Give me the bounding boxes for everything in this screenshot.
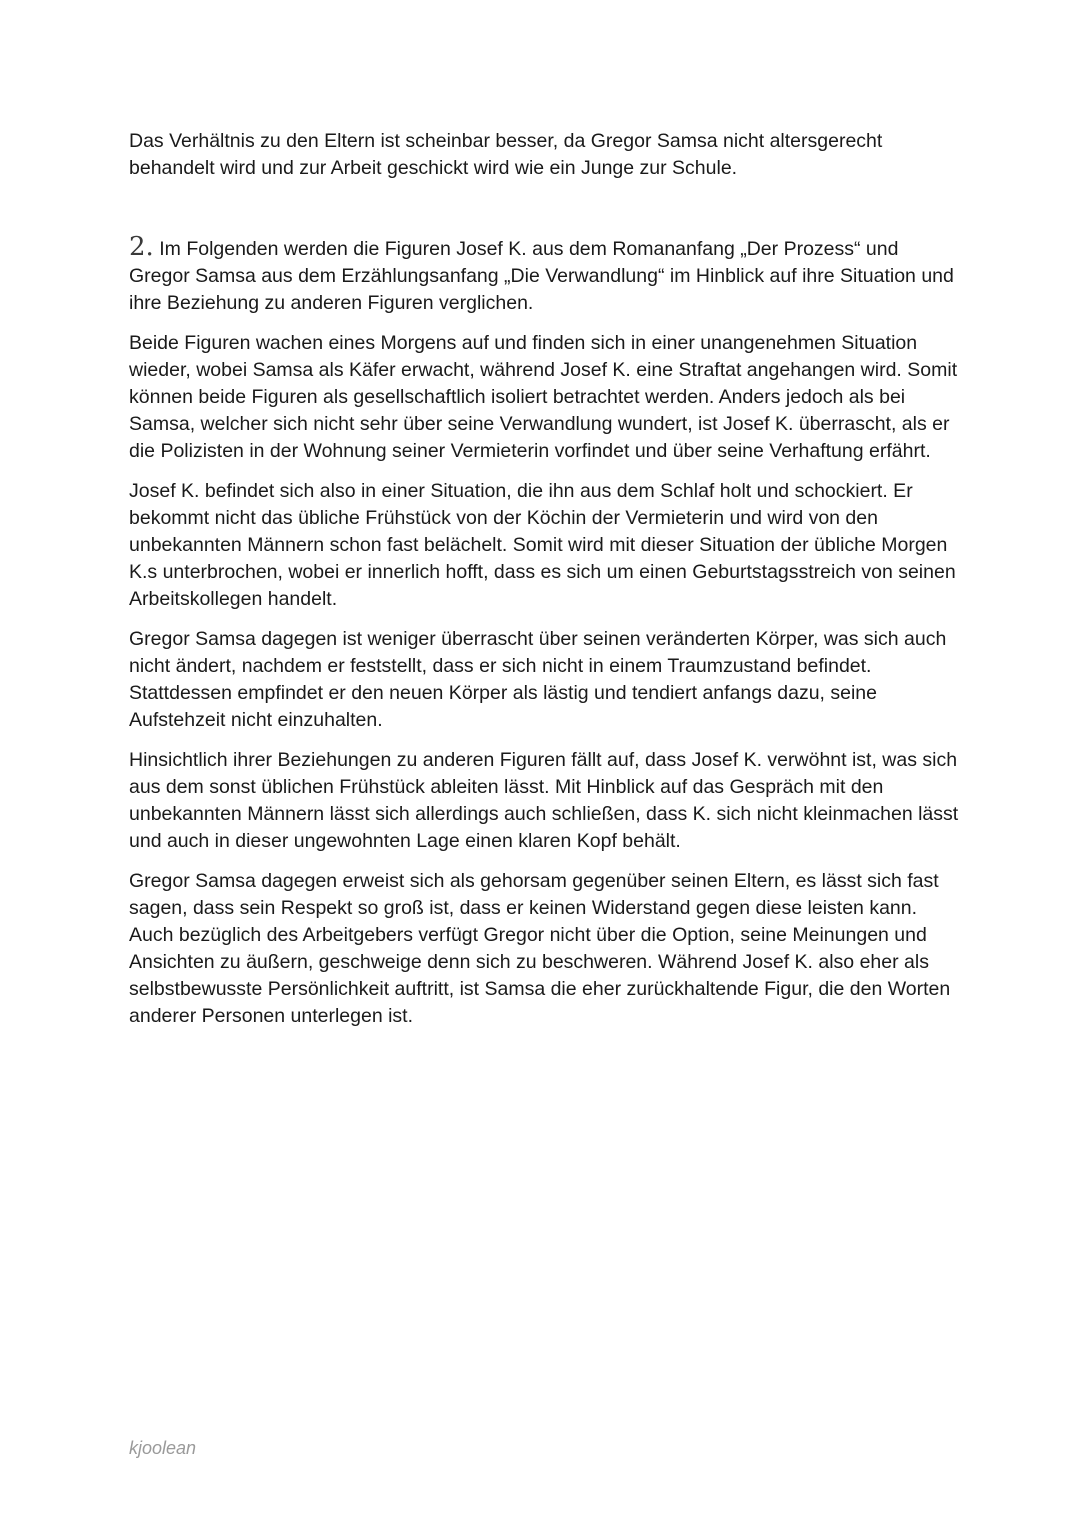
section-number: 2. <box>129 232 154 262</box>
paragraph-josef-relations: Hinsichtlich ihrer Beziehungen zu anderen Figuren fällt auf, dass Josef K. verwöhnt ist, was sich aus dem sonst üblichen Frühstück ableiten lässt. Mit Hinblick auf das Gespräch mit den unbekannten Männern lässt sich allerdings auch schließen, dass K. sich nicht kleinmachen lässt und auch in dieser ungewohnten Lage einen klaren Kopf behält. <box>129 749 959 852</box>
section-intro: Im Folgenden werden die Figuren Josef K. aus dem Romananfang „Der Prozess“ und Gregor Samsa aus dem Erzählungsanfang „Die Verwandlung“ im Hinblick auf ihre Situation und ihre Beziehung zu anderen Figuren verglichen. <box>129 238 954 314</box>
paragraph-samsa-situation: Gregor Samsa dagegen ist weniger überrascht über seinen veränderten Körper, was sich auch nicht ändert, nachdem er feststellt, dass er sich nicht in einem Traumzustand befindet. Stattdessen empfindet er den neuen Körper als lästig und tendiert anfangs dazu, seine Aufstehzeit nicht einzuhalten. <box>129 628 947 731</box>
paragraph-josef-situation: Josef K. befindet sich also in einer Situation, die ihn aus dem Schlaf holt und schockiert. Er bekommt nicht das übliche Frühstück von der Köchin der Vermieterin und wird von den unbekannten Männern schon fast belächelt. Somit wird mit dieser Situation der übliche Morgen K.s unterbrochen, wobei er innerlich hofft, dass es sich um einen Geburtstagsstreich von seinen Arbeitskollegen handelt. <box>129 480 956 610</box>
intro-paragraph: Das Verhältnis zu den Eltern ist scheinbar besser, da Gregor Samsa nicht altersgerecht behandelt wird und zur Arbeit geschickt wird wie ein Junge zur Schule. <box>129 130 883 179</box>
footer-author: kjoolean <box>129 1438 197 1458</box>
section-heading <box>129 234 959 317</box>
paragraph-samsa-relations: Gregor Samsa dagegen erweist sich als gehorsam gegenüber seinen Eltern, es lässt sich fast sagen, dass sein Respekt so groß ist, dass er keinen Widerstand gegen diese leisten kann. Auch bezüglich des Arbeitgebers verfügt Gregor nicht über die Option, seine Meinungen und Ansichten zu äußern, geschweige denn sich zu beschweren. Während Josef K. also eher als selbstbewusste Persönlichkeit auftritt, ist Samsa die eher zurückhaltende Figur, die den Worten anderer Personen unterlegen ist. <box>129 870 951 1027</box>
paragraph-situation: Beide Figuren wachen eines Morgens auf und finden sich in einer unangenehmen Situation wieder, wobei Samsa als Käfer erwacht, während Josef K. eine Straftat angehangen wird. Somit können beide Figuren als gesellschaftlich isoliert betrachtet werden. Anders jedoch als bei Samsa, welcher sich nicht sehr über seine Verwandlung wundert, ist Josef K. überrascht, als er die Polizisten in der Wohnung seiner Vermieterin vorfindet und über seine Verhaftung erfährt. <box>129 332 958 462</box>
document-page <box>129 128 959 1043</box>
